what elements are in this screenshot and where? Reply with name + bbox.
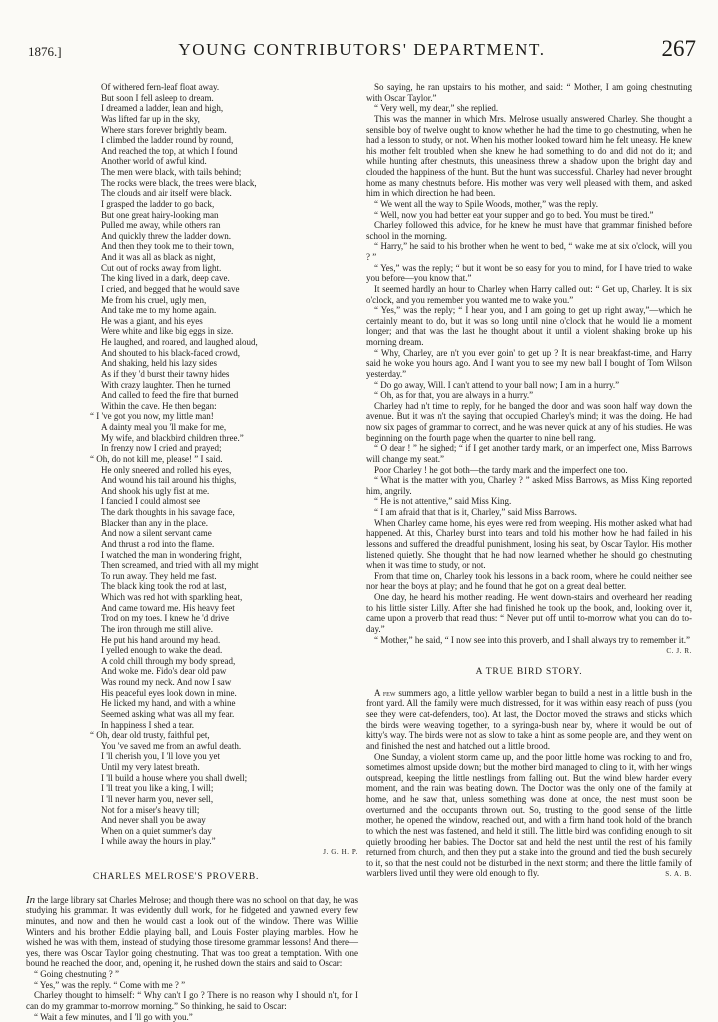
- issue-year: 1876.]: [28, 44, 62, 60]
- poem-line: And wound his tail around his thighs,: [96, 475, 358, 486]
- paragraph-text: the large library sat Charles Melrose; and though there was no school on that day, he was studying his grammar. It was evidently dull work, for he fidgeted and yawned every few minutes, and now and then he would cast a look out of the window. There was Willie Winters and his brother Eddie playing ball, and Louis Foster playing marbles. How he wished he was with them, instead of studying those tiresome grammar lessons! And there—yes, there was Oscar Taylor going chestnuting. That was too great a temptation. With one bound he reached the door, and, opening it, he rushed down the stairs and said to Oscar:: [26, 895, 358, 969]
- paragraph: [366, 475, 692, 496]
- paragraph-text: Charley followed this advice, for he knew he must have that grammar finished before school in the morning.: [366, 220, 692, 241]
- poem-line: I 'll treat you like a king, I will;: [96, 783, 358, 794]
- poem-line: The rocks were black, the trees were black,: [96, 178, 358, 189]
- poem-line: But one great hairy-looking man: [96, 210, 358, 221]
- paragraph-text: From that time on, Charley took his lessons in a back room, where he could neither see nor hear the boys at play; and he found that he got on a great deal better.: [366, 571, 692, 592]
- poem-line: “ I 've got you now, my little man!: [96, 411, 358, 422]
- paragraph: “ Yes,” was the reply. “ Come with me ? ”: [26, 980, 358, 991]
- poem-line: Was round my neck. And now I saw: [96, 677, 358, 688]
- paragraph-text: “ Harry,” he said to his brother when he went to bed, “ wake me at six o'clock, will you ? ”: [366, 241, 692, 262]
- paragraph-text: “ Well, now you had better eat your supper and go to bed. You must be tired.”: [374, 210, 654, 220]
- poem-line: And quickly threw the ladder down.: [96, 231, 358, 242]
- poem-line: And it was all as black as night,: [96, 252, 358, 263]
- poem-line: And shouted to his black-faced crowd,: [96, 348, 358, 359]
- poem-line: I while away the hours in play.”: [96, 836, 358, 847]
- poem-line: And came toward me. His heavy feet: [96, 603, 358, 614]
- paragraph-text: One Sunday, a violent storm came up, and the poor little home was rocking to and fro, sometimes almost upside down; but the mother bird managed to cling to it, with her wings outspread, keeping the little nestlings from falling out. But the wind blew harder every moment, and the rain was beating down. The Doctor was the only one of the family at home, and he saw that, unless something was done at once, the nest must soon be overturned and the occupants thrown out. So, trusting to the good sense of the little mother, he opened the window, reached out, and with a firm hand took hold of the branch to which the nest was fastened, and held it still. The little bird was confiding enough to sit quietly brooding her babies. The Doctor sat and held the nest until the rest of his family returned from church, and then they put a stake into the ground and tied the bush securely to it, so that the nest could not be disturbed in the next storm; and there the little family of warblers lived until they were old enough to fly.: [366, 752, 692, 879]
- paragraph: [366, 752, 692, 880]
- paragraph: [366, 496, 692, 507]
- poem-line: Was lifted far up in the sky,: [96, 114, 358, 125]
- poem-line: “ Oh, do not kill me, please! ” I said.: [96, 454, 358, 465]
- poem-line: The king lived in a dark, deep cave.: [96, 273, 358, 284]
- poem-line: He only sneered and rolled his eyes,: [96, 465, 358, 476]
- paragraph-text: “ Oh, as for that, you are always in a hurry.”: [374, 390, 533, 400]
- poem-line: Seemed asking what was all my fear.: [96, 709, 358, 720]
- paragraph-text: Poor Charley ! he got both—the tardy mark and the imperfect one too.: [374, 465, 628, 475]
- poem-line: The dark thoughts in his savage face,: [96, 507, 358, 518]
- poem-line: And take me to my home again.: [96, 305, 358, 316]
- poem-line: I fancied I could almost see: [96, 496, 358, 507]
- paragraph: [366, 380, 692, 391]
- paragraph: [26, 895, 358, 969]
- page-number: 267: [662, 36, 697, 62]
- paragraph: [366, 241, 692, 262]
- poem-line: When on a quiet summer's day: [96, 826, 358, 837]
- poem-line: I dreamed a ladder, lean and high,: [96, 103, 358, 114]
- poem-line: I 'll build a house where you shall dwell;: [96, 773, 358, 784]
- paragraph-text: “ Why, Charley, are n't you ever goin' to get up ? It is near breakfast-time, and Harry said he woke you hours ago. And I want you to see my new ball I bought of Tom Wilson yesterday.”: [366, 348, 692, 379]
- poem-line: A cold chill through my body spread,: [96, 656, 358, 667]
- paragraph-text: “ Very well, my dear,” she replied.: [374, 103, 498, 113]
- poem-line: In frenzy now I cried and prayed;: [96, 443, 358, 454]
- paragraph: [366, 210, 692, 221]
- poem-line: I 'll cherish you, I 'll love you yet: [96, 751, 358, 762]
- paragraph: [366, 114, 692, 199]
- paragraph: [366, 518, 692, 571]
- poem-line: I climbed the ladder round by round,: [96, 135, 358, 146]
- paragraph: [366, 635, 692, 646]
- poem-signature: J. G. H. P.: [323, 847, 358, 858]
- poem-line: I grasped the ladder to go back,: [96, 199, 358, 210]
- poem-line: As if they 'd burst their tawny hides: [96, 369, 358, 380]
- paragraph-text: Charley had n't time to reply, for he banged the door and was soon half way down the avenue. But it was n't the saying that occupied Charley's mind; it was the doing. He had now six pages of grammar to correct, and he was never quick at any of his studies. He was beginning on the fourth page when the quarter to nine bell rang.: [366, 401, 692, 443]
- poem-line: Of withered fern-leaf float away.: [96, 82, 358, 93]
- story-body-left: [26, 895, 358, 1022]
- paragraph-text: So saying, he ran upstairs to his mother, and said: “ Mother, I am going chestnuting with Oscar Taylor.”: [366, 82, 692, 103]
- story-lead-word: In: [26, 894, 35, 906]
- poem-line: Trod on my toes. I knew he 'd drive: [96, 613, 358, 624]
- poem-line: Not for a miser's heavy till;: [96, 805, 358, 816]
- poem-line: I yelled enough to wake the dead.: [96, 645, 358, 656]
- paragraph: [366, 348, 692, 380]
- poem-line: Which was red hot with sparkling heat,: [96, 592, 358, 603]
- poem-line: And now a silent servant came: [96, 528, 358, 539]
- poem-line: You 've saved me from an awful death.: [96, 741, 358, 752]
- story2-lead-words: A few: [374, 688, 396, 698]
- poem-line: He put his hand around my head.: [96, 635, 358, 646]
- poem-line: And never shall you be away: [96, 815, 358, 826]
- paragraph: [366, 688, 692, 752]
- story2-signature: S. A. B.: [657, 869, 692, 880]
- poem-line: Where stars forever brightly beam.: [96, 125, 358, 136]
- paragraph-text: When Charley came home, his eyes were red from weeping. His mother asked what had happened. At this, Charley burst into tears and told his mother how he had failed in his lessons and suffered the dreadful punishment, losing his seat, by Oscar Taylor. His mother listened quietly. She thought that he had now learned whether he should go chestnuting when it was time to study, or not.: [366, 518, 692, 571]
- paragraph: [366, 401, 692, 444]
- poem-line: A dainty meal you 'll make for me,: [96, 422, 358, 433]
- story-title-2: A TRUE BIRD STORY.: [366, 667, 692, 678]
- poem-line: My wife, and blackbird children three.”: [96, 433, 358, 444]
- paragraph-text: It seemed hardly an hour to Charley when Harry called out: “ Get up, Charley. It is six o'clock, and you remember you wanted me to wake you.”: [366, 284, 692, 305]
- story-body-right: [366, 82, 692, 645]
- poem-line: The black king took the rod at last,: [96, 581, 358, 592]
- paragraph-text: “ I am afraid that that is it, Charley,” said Miss Barrows.: [374, 507, 577, 517]
- paragraph: “ Wait a few minutes, and I 'll go with you.”: [26, 1012, 358, 1022]
- poem-line: To run away. They held me fast.: [96, 571, 358, 582]
- page-header: [28, 38, 696, 66]
- paragraph-text: “ Do go away, Will. I can't attend to your ball now; I am in a hurry.”: [374, 380, 619, 390]
- poem-line: The clouds and air itself were black.: [96, 188, 358, 199]
- poem-line: And reached the top, at which I found: [96, 146, 358, 157]
- paragraph-text: One day, he heard his mother reading. He went down-stairs and overheard her reading to his little sister Lilly. After she had finished he took up the book, and, looking over it, came upon a proverb that read thus: “ Never put off until to-morrow what you can do to-day.”: [366, 592, 692, 634]
- paragraph-text: “ We went all the way to Spile Woods, mother,” was the reply.: [374, 199, 598, 209]
- poem-line: In happiness I shed a tear.: [96, 720, 358, 731]
- poem-line: He licked my hand, and with a whine: [96, 698, 358, 709]
- poem-line: The men were black, with tails behind;: [96, 167, 358, 178]
- poem-line: And shook his ugly fist at me.: [96, 486, 358, 497]
- poem: [96, 82, 358, 847]
- paragraph: [366, 465, 692, 476]
- poem-line: Another world of awful kind.: [96, 156, 358, 167]
- poem-line: Cut out of rocks away from light.: [96, 263, 358, 274]
- poem-line: And then they took me to their town,: [96, 241, 358, 252]
- poem-line: “ Oh, dear old trusty, faithful pet,: [96, 730, 358, 741]
- paragraph-text: summers ago, a little yellow warbler began to build a nest in a little bush in the front yard. All the family were much distressed, for it was within easy reach of puss (you see they were cat-defenders, too). At last, the Doctor moved the straws and sticks which the birds were weaving together, to a syringa-bush near by, where it would be out of kitty's way. The birds were not as slow to take a hint as some people are, and they went on and finished the nest and hatched out a little brood.: [366, 688, 692, 751]
- poem-line: Were white and like big eggs in size.: [96, 326, 358, 337]
- right-column: [366, 82, 692, 880]
- paragraph-text: “ What is the matter with you, Charley ? ” asked Miss Barrows, as Miss King reported him, angrily.: [366, 475, 692, 496]
- paragraph: [366, 263, 692, 284]
- running-title: YOUNG CONTRIBUTORS' DEPARTMENT.: [28, 40, 696, 60]
- poem-line: Until my very latest breath.: [96, 762, 358, 773]
- poem-line: The iron through me still alive.: [96, 624, 358, 635]
- paragraph: [366, 507, 692, 518]
- poem-line: He was a giant, and his eyes: [96, 316, 358, 327]
- poem-line: And shaking, held his lazy sides: [96, 358, 358, 369]
- paragraph: [366, 571, 692, 592]
- poem-line: I cried, and begged that he would save: [96, 284, 358, 295]
- story-title: CHARLES MELROSE'S PROVERB.: [26, 872, 326, 883]
- poem-line: Blacker than any in the place.: [96, 518, 358, 529]
- left-column: [96, 82, 358, 1022]
- paragraph: [366, 284, 692, 305]
- poem-line: And woke me. Fido's dear old paw: [96, 666, 358, 677]
- paragraph-text: “ Yes,” was the reply; “ but it wont be so easy for you to mind, for I have tried to wake you before—you know that.”: [366, 263, 692, 284]
- poem-signature-row: [96, 847, 358, 858]
- paragraph: [366, 82, 692, 103]
- paragraph: [366, 390, 692, 401]
- paragraph: “ Going chestnuting ? ”: [26, 969, 358, 980]
- poem-line: Then screamed, and tried with all my might: [96, 560, 358, 571]
- paragraph: [366, 199, 692, 210]
- paragraph-text: “ Mother,” he said, “ I now see into this proverb, and I shall always try to remember it.”: [374, 635, 690, 645]
- paragraph-text: “ O dear ! ” he sighed; “ if I get another tardy mark, or an imperfect one, Miss Barrows will change my seat.”: [366, 443, 692, 464]
- poem-line: Me from his cruel, ugly men,: [96, 295, 358, 306]
- poem-line: Within the cave. He then began:: [96, 401, 358, 412]
- poem-line: His peaceful eyes look down in mine.: [96, 688, 358, 699]
- paragraph-text: “ He is not attentive,” said Miss King.: [374, 496, 511, 506]
- paragraph: [366, 443, 692, 464]
- poem-line: But soon I fell asleep to dream.: [96, 93, 358, 104]
- paragraph-text: “ Yes,” was the reply; “ I hear you, and I am going to get up right away,”—which he certainly meant to do, but it was so long until nine o'clock that he would lie a moment longer; and that was the last he thought about it until a violent shaking broke up his morning dream.: [366, 305, 692, 347]
- poem-line: He laughed, and roared, and laughed aloud,: [96, 337, 358, 348]
- paragraph: Charley thought to himself: “ Why can't I go ? There is no reason why I should n't, for I can do my grammar to-morrow morning.” So thinking, he said to Oscar:: [26, 990, 358, 1011]
- poem-line: Pulled me away, while others ran: [96, 220, 358, 231]
- paragraph: [366, 592, 692, 635]
- paragraph: [366, 103, 692, 114]
- poem-line: I watched the man in wondering fright,: [96, 550, 358, 561]
- story-signature: C. J. R.: [658, 646, 692, 657]
- poem-line: With crazy laughter. Then he turned: [96, 380, 358, 391]
- poem-line: And thrust a rod into the flame.: [96, 539, 358, 550]
- poem-line: I 'll never harm you, never sell,: [96, 794, 358, 805]
- paragraph: [366, 305, 692, 348]
- paragraph-text: This was the manner in which Mrs. Melrose usually answered Charley. She thought a sensible boy of twelve ought to know whether he had the time to go chestnuting, when he had a lesson to study, or not. When his mother looked toward him he felt uneasy. He knew his mother felt troubled when she knew he had something to do and did not do it; and while hunting after chestnuts, this uneasiness threw a shadow upon the bright day and clouded the happiness of the hunt. But the hunt was successful. Charley had never brought home as many chestnuts before. His mother was very well pleased with them, and asked him in which direction he had been.: [366, 114, 692, 198]
- story2-body: [366, 688, 692, 879]
- poem-line: And called to feed the fire that burned: [96, 390, 358, 401]
- paragraph: [366, 220, 692, 241]
